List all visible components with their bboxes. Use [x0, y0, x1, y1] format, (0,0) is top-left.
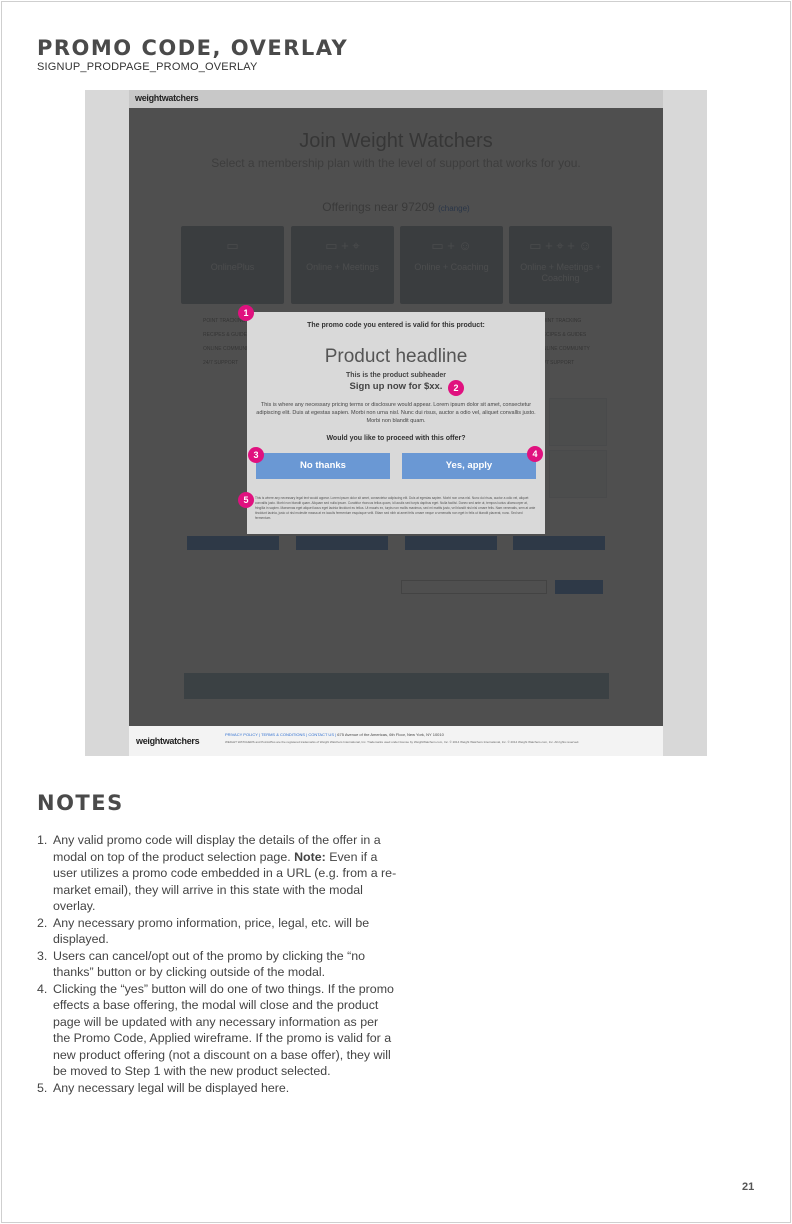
no-thanks-button[interactable]: No thanks: [256, 453, 390, 479]
footer-links: [225, 732, 444, 737]
footer-address: 675 Avenue of the Americas, 6th Floor, New York, NY 10010: [336, 732, 444, 737]
note-item: [37, 981, 397, 1080]
notes-title: NOTES: [37, 791, 124, 815]
callout-1: 1: [238, 305, 254, 321]
note-text: Any necessary promo information, price, legal, etc. will be displayed.: [53, 915, 370, 946]
note-number: 3.: [37, 948, 48, 963]
header-logo[interactable]: weightwatchers: [135, 93, 199, 103]
note-item: [37, 1080, 397, 1097]
callout-5: 5: [238, 492, 254, 508]
note-text: Users can cancel/opt out of the promo by clicking the “no thanks” button or by clicking outside of the modal.: [53, 948, 365, 979]
modal-legal-text: This is where any necessary legal text would appear. Lorem ipsum dolor sit amet, consectetur adipiscing elit. Duis at egestas sapien. Morbi non urna nisl. Nunc dui risus, auctor a odio vel, aliquet convallis justo. Morbi non blandit quam. Aliquam sed nulla ipsum. Curabitur rhoncus tellus quam, id iaculis sed turpis dapibus eget. Nulla facilisi. Donec sed ante ut, tempus luctus ullamcorper at, fringilla in sapien. Maecenas eget aliquet lacus eget lacinia tincidunt eu tellus. Ut mauris ex, turpis non mollis maximus, sed mi mattis justo, vel blandit nisl nisi ornare felis. Nam venenatis, sem at ante tincidunt lacinia, justo ut nisl molestie massa at ex iaculis fermentum esquisque velit. Etiam sed nibh at amet felis ornare neque a venenatis non eget in felis ut blandit placerat, nunc. Sed sed fermentum.: [255, 496, 536, 520]
pricing-terms: This is where any necessary pricing terms or disclosure would appear. Lorem ipsum dolor sit amet, consectetur adipiscing elit. Duis at egestas sapien. Morbi non urna nisl. Nunc dui risus, auctor a odio vel, aliquet convallis justo. Morbi non blandit quam.: [256, 402, 536, 424]
note-label: Note:: [294, 849, 326, 864]
note-text: Any valid promo code will display the details of the offer in a modal on top of the product selection page.: [53, 833, 381, 864]
footer-nav-links[interactable]: PRIVACY POLICY | TERMS & CONDITIONS | CONTACT US |: [225, 732, 337, 737]
note-number: 2.: [37, 915, 48, 930]
note-text: Any necessary legal will be displayed here.: [53, 1080, 290, 1095]
footer-logo[interactable]: weightwatchers: [136, 736, 200, 746]
yes-apply-button[interactable]: Yes, apply: [402, 453, 536, 479]
proceed-question: Would you like to proceed with this offer?: [326, 435, 466, 442]
site-footer: [129, 726, 663, 756]
page-number: 21: [742, 1181, 755, 1193]
site-header: [129, 90, 663, 108]
callout-4: 4: [527, 446, 543, 462]
note-number: 5.: [37, 1080, 48, 1095]
note-number: 4.: [37, 981, 48, 996]
promo-modal: [247, 312, 545, 534]
note-item: [37, 915, 397, 948]
note-item: [37, 832, 397, 915]
doc-subtitle: SIGNUP_PRODPAGE_PROMO_OVERLAY: [37, 61, 258, 73]
promo-price: Sign up now for $xx.: [349, 381, 443, 392]
note-item: [37, 948, 397, 981]
doc-title: PROMO CODE, OVERLAY: [37, 36, 349, 60]
callout-2: 2: [448, 380, 464, 396]
footer-legal: WEIGHT WATCHERS and PointsPlus are the registered trademarks of Weight Watchers International, Inc. Trademarks used under license by WeightWatchers.com, Inc. © 2014 Weight Watchers International, Inc. © 2014 Weight Watchers.com, Inc. All rights reserved.: [225, 740, 580, 744]
promo-valid-text: The promo code you entered is valid for this product:: [307, 322, 485, 329]
product-subheader: This is the product subheader: [346, 372, 446, 379]
notes-list: [37, 832, 397, 1096]
callout-3: 3: [248, 447, 264, 463]
product-headline: Product headline: [324, 346, 468, 367]
note-text: Clicking the “yes” button will do one of two things. If the promo effects a base offering, the modal will close and the product page will be updated with any necessary information as per the Promo Code, Applied wireframe. If the promo is valid for a new product offering (not a discount on a base offer), they will be moved to Step 1 with the new product selected.: [53, 981, 394, 1078]
note-number: 1.: [37, 833, 48, 847]
note-text: Even if a user utilizes a promo code embedded in a URL (e.g. from a re-market email), they will arrive in this state with the modal overlay.: [53, 849, 397, 913]
